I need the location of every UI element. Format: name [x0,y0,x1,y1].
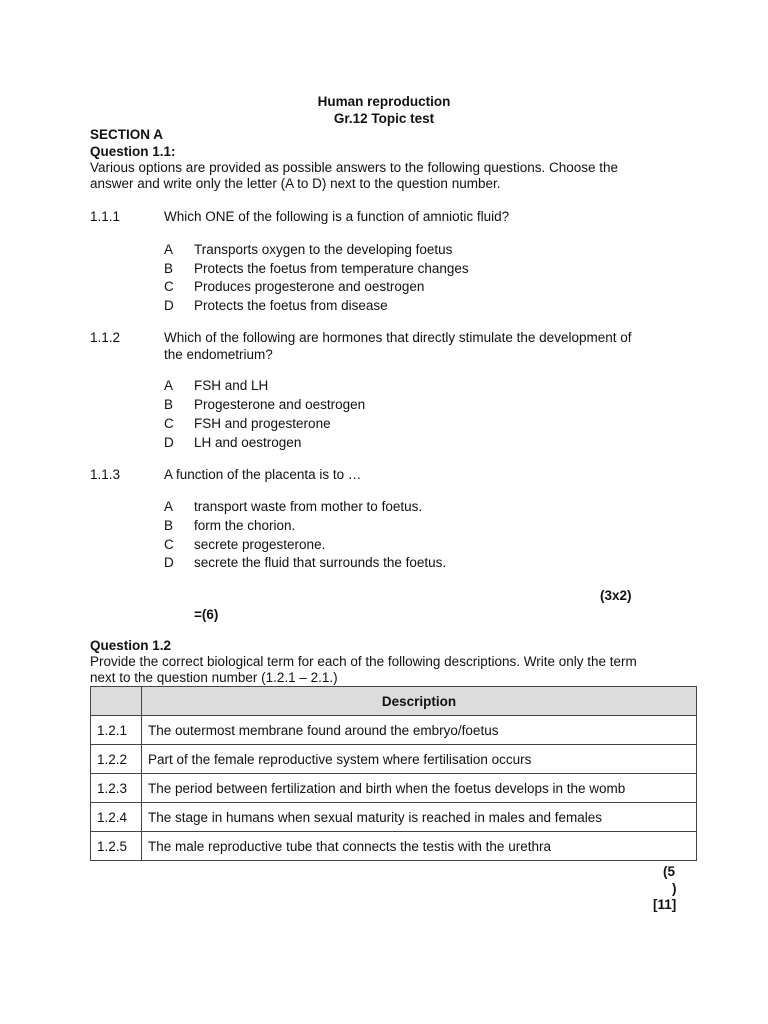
question-text: Which of the following are hormones that directly stimulate the development of [164,330,632,345]
option-text: secrete the fluid that surrounds the foetus. [194,555,447,570]
question-1-1-instructions-line1: Various options are provided as possible answers to the following questions. Choose the [90,160,619,175]
question-text: A function of the placenta is to … [164,467,362,482]
table-row [91,832,697,861]
option-text: Produces progesterone and oestrogen [194,279,425,294]
question-number: 1.1.1 [90,209,121,224]
row-number: 1.2.5 [91,832,142,861]
question-1-1-heading: Question 1.1: [90,144,176,159]
table-header-description: Description [142,687,697,716]
section-heading: SECTION A [90,127,164,142]
document-title: Human reproduction [317,94,451,109]
option-letter: D [164,435,174,450]
option-text: Progesterone and oestrogen [194,397,366,412]
row-number: 1.2.4 [91,803,142,832]
option-text: FSH and LH [194,378,269,393]
row-number: 1.2.2 [91,745,142,774]
row-description: The period between fertilization and birth when the foetus develops in the womb [142,774,697,803]
row-number: 1.2.1 [91,716,142,745]
option-letter: A [164,499,174,514]
marks-allocation-close: ) [672,881,677,896]
table-header-row [91,687,697,716]
section-total: [11] [653,897,677,912]
option-letter: D [164,555,174,570]
table-row [91,716,697,745]
option-text: secrete progesterone. [194,537,326,552]
row-description: The stage in humans when sexual maturity is reached in males and females [142,803,697,832]
question-text-continued: the endometrium? [164,347,273,362]
question-1-1-instructions-line2: answer and write only the letter (A to D) next to the question number. [90,176,501,191]
question-1-2-instructions-line2: next to the question number (1.2.1 – 2.1.) [90,670,338,685]
option-text: form the chorion. [194,518,296,533]
option-letter: B [164,261,174,276]
marks-allocation: (3x2) [600,588,632,603]
question-number: 1.1.2 [90,330,121,345]
option-letter: C [164,416,174,431]
table-header-empty [91,687,142,716]
option-letter: C [164,537,174,552]
table-row [91,803,697,832]
option-letter: B [164,397,174,412]
marks-allocation-open: (5 [663,864,676,879]
option-letter: B [164,518,174,533]
terms-table [90,686,697,861]
option-text: LH and oestrogen [194,435,302,450]
option-text: Protects the foetus from disease [194,298,388,313]
option-letter: C [164,279,174,294]
row-number: 1.2.3 [91,774,142,803]
document-subtitle: Gr.12 Topic test [333,111,435,126]
option-letter: A [164,242,174,257]
question-number: 1.1.3 [90,467,121,482]
option-text: FSH and progesterone [194,416,331,431]
option-text: Protects the foetus from temperature changes [194,261,469,276]
table-row [91,774,697,803]
marks-subtotal: =(6) [194,607,219,622]
option-letter: A [164,378,174,393]
row-description: The male reproductive tube that connects the testis with the urethra [142,832,697,861]
question-1-2-heading: Question 1.2 [90,638,172,653]
question-text: Which ONE of the following is a function of amniotic fluid? [164,209,510,224]
option-letter: D [164,298,174,313]
row-description: The outermost membrane found around the embryo/foetus [142,716,697,745]
option-text: Transports oxygen to the developing foetus [194,242,453,257]
question-1-2-instructions-line1: Provide the correct biological term for each of the following descriptions. Write only the term [90,654,637,669]
table-row [91,745,697,774]
row-description: Part of the female reproductive system where fertilisation occurs [142,745,697,774]
option-text: transport waste from mother to foetus. [194,499,423,514]
